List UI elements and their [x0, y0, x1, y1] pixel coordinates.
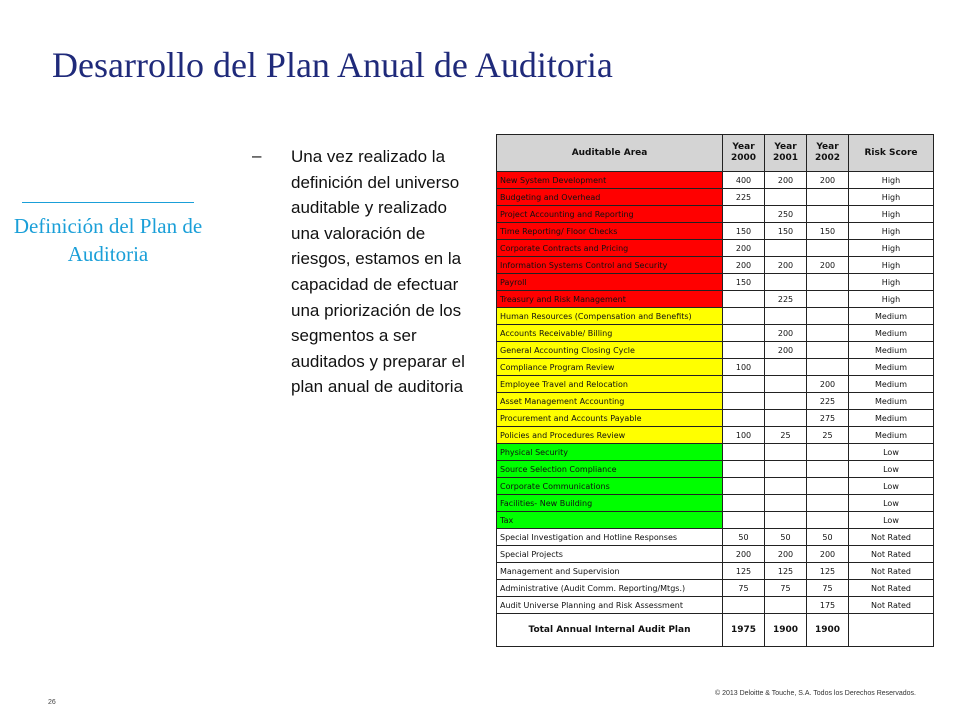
risk-score-cell: High: [849, 257, 934, 274]
table-row: [497, 274, 934, 291]
year-hours-cell: [807, 308, 849, 325]
year-hours-cell: 200: [807, 172, 849, 189]
risk-score-cell: Not Rated: [849, 529, 934, 546]
auditable-area-cell: New System Development: [497, 172, 723, 189]
year-hours-cell: [765, 512, 807, 529]
auditable-area-cell: General Accounting Closing Cycle: [497, 342, 723, 359]
year-hours-cell: 225: [723, 189, 765, 206]
year-hours-cell: [723, 342, 765, 359]
table-row: [497, 393, 934, 410]
total-hours-cell: 1975: [723, 614, 765, 647]
year-hours-cell: [765, 308, 807, 325]
risk-score-cell: Medium: [849, 325, 934, 342]
header-year-2000: Year 2000: [723, 135, 765, 172]
year-hours-cell: [723, 410, 765, 427]
bullet-marker: –: [252, 146, 262, 165]
year-hours-cell: [723, 512, 765, 529]
header-year-2002: Year 2002: [807, 135, 849, 172]
table-row: [497, 478, 934, 495]
year-hours-cell: 200: [765, 325, 807, 342]
risk-score-cell: High: [849, 206, 934, 223]
year-hours-cell: [807, 189, 849, 206]
year-hours-cell: 200: [723, 240, 765, 257]
risk-score-cell: Not Rated: [849, 546, 934, 563]
total-hours-cell: 1900: [807, 614, 849, 647]
table-header-row: [497, 135, 934, 172]
header-year-2001: Year 2001: [765, 135, 807, 172]
bullet-text: Una vez realizado la definición del universo auditable y realizado una valoración de riesgos, estamos en la capacidad de efectuar una priorización de los segmentos a ser auditados y preparar el plan anual de auditoria: [291, 147, 465, 397]
auditable-area-cell: Asset Management Accounting: [497, 393, 723, 410]
risk-score-cell: High: [849, 291, 934, 308]
year-hours-cell: [723, 597, 765, 614]
total-hours-cell: 1900: [765, 614, 807, 647]
risk-score-cell: Low: [849, 495, 934, 512]
year-hours-cell: [723, 376, 765, 393]
table-row: [497, 580, 934, 597]
risk-score-cell: Medium: [849, 359, 934, 376]
year-hours-cell: 125: [807, 563, 849, 580]
risk-score-cell: Low: [849, 478, 934, 495]
table-row: [497, 206, 934, 223]
auditable-area-cell: Corporate Contracts and Pricing: [497, 240, 723, 257]
year-hours-cell: [807, 325, 849, 342]
table-row: [497, 512, 934, 529]
year-hours-cell: [807, 478, 849, 495]
year-hours-cell: 200: [807, 257, 849, 274]
auditable-area-cell: Policies and Procedures Review: [497, 427, 723, 444]
table-row: [497, 546, 934, 563]
year-hours-cell: [807, 461, 849, 478]
year-hours-cell: 200: [807, 546, 849, 563]
year-hours-cell: [723, 461, 765, 478]
year-hours-cell: 100: [723, 359, 765, 376]
year-hours-cell: 125: [765, 563, 807, 580]
auditable-area-cell: Budgeting and Overhead: [497, 189, 723, 206]
risk-score-cell: High: [849, 189, 934, 206]
table-row: [497, 240, 934, 257]
year-hours-cell: 250: [765, 206, 807, 223]
auditable-area-cell: Project Accounting and Reporting: [497, 206, 723, 223]
year-hours-cell: 225: [765, 291, 807, 308]
table-row: [497, 376, 934, 393]
year-hours-cell: 75: [765, 580, 807, 597]
year-hours-cell: [807, 342, 849, 359]
auditable-area-cell: Employee Travel and Relocation: [497, 376, 723, 393]
table-row: [497, 495, 934, 512]
year-hours-cell: 200: [765, 546, 807, 563]
year-hours-cell: 150: [765, 223, 807, 240]
risk-score-cell: Not Rated: [849, 563, 934, 580]
auditable-area-cell: Facilities- New Building: [497, 495, 723, 512]
year-hours-cell: [765, 478, 807, 495]
auditable-area-cell: Source Selection Compliance: [497, 461, 723, 478]
auditable-area-cell: Special Investigation and Hotline Responses: [497, 529, 723, 546]
year-hours-cell: 200: [723, 546, 765, 563]
year-hours-cell: 150: [723, 274, 765, 291]
copyright-notice: © 2013 Deloitte & Touche, S.A. Todos los Derechos Reservados.: [714, 690, 916, 697]
auditable-area-cell: Audit Universe Planning and Risk Assessment: [497, 597, 723, 614]
auditable-area-cell: Management and Supervision: [497, 563, 723, 580]
table-row: [497, 529, 934, 546]
auditable-area-cell: Accounts Receivable/ Billing: [497, 325, 723, 342]
page-number: 26: [48, 699, 56, 706]
year-hours-cell: 275: [807, 410, 849, 427]
year-hours-cell: [807, 291, 849, 308]
year-hours-cell: [807, 274, 849, 291]
year-hours-cell: [807, 495, 849, 512]
year-hours-cell: 50: [723, 529, 765, 546]
auditable-area-cell: Procurement and Accounts Payable: [497, 410, 723, 427]
year-hours-cell: [723, 478, 765, 495]
table-row: [497, 410, 934, 427]
year-hours-cell: [765, 274, 807, 291]
year-hours-cell: 50: [807, 529, 849, 546]
year-hours-cell: 150: [807, 223, 849, 240]
risk-score-cell: Medium: [849, 342, 934, 359]
table-row: [497, 257, 934, 274]
year-hours-cell: [807, 240, 849, 257]
risk-score-cell: High: [849, 240, 934, 257]
auditable-area-cell: Human Resources (Compensation and Benefits): [497, 308, 723, 325]
year-hours-cell: [723, 325, 765, 342]
risk-score-cell: High: [849, 223, 934, 240]
year-hours-cell: 200: [723, 257, 765, 274]
risk-score-cell: High: [849, 172, 934, 189]
table-row: [497, 325, 934, 342]
auditable-area-cell: Administrative (Audit Comm. Reporting/Mtgs.): [497, 580, 723, 597]
year-hours-cell: 75: [723, 580, 765, 597]
year-hours-cell: [723, 206, 765, 223]
risk-score-cell: Medium: [849, 393, 934, 410]
header-auditable-area: Auditable Area: [497, 135, 723, 172]
auditable-area-cell: Special Projects: [497, 546, 723, 563]
risk-score-cell: Medium: [849, 308, 934, 325]
year-hours-cell: 100: [723, 427, 765, 444]
risk-score-cell: Not Rated: [849, 580, 934, 597]
table-row: [497, 597, 934, 614]
year-hours-cell: 50: [765, 529, 807, 546]
auditable-area-cell: Corporate Communications: [497, 478, 723, 495]
year-hours-cell: [765, 495, 807, 512]
table-row: [497, 342, 934, 359]
year-hours-cell: [807, 359, 849, 376]
year-hours-cell: [765, 597, 807, 614]
year-hours-cell: [765, 376, 807, 393]
table-row: [497, 308, 934, 325]
page-title: Desarrollo del Plan Anual de Auditoria: [52, 45, 613, 85]
year-hours-cell: [765, 240, 807, 257]
auditable-area-cell: Information Systems Control and Security: [497, 257, 723, 274]
year-hours-cell: 225: [807, 393, 849, 410]
header-risk-score: Risk Score: [849, 135, 934, 172]
year-hours-cell: 200: [765, 257, 807, 274]
year-hours-cell: [807, 444, 849, 461]
year-hours-cell: [807, 206, 849, 223]
risk-score-cell: Medium: [849, 427, 934, 444]
risk-score-cell: Not Rated: [849, 597, 934, 614]
year-hours-cell: [723, 495, 765, 512]
year-hours-cell: [765, 189, 807, 206]
auditable-area-cell: Payroll: [497, 274, 723, 291]
risk-score-cell: Low: [849, 444, 934, 461]
table-row: [497, 563, 934, 580]
total-label-cell: Total Annual Internal Audit Plan: [497, 614, 723, 647]
year-hours-cell: 175: [807, 597, 849, 614]
table-row: [497, 223, 934, 240]
year-hours-cell: 150: [723, 223, 765, 240]
table-row: [497, 427, 934, 444]
auditable-area-cell: Compliance Program Review: [497, 359, 723, 376]
auditable-area-cell: Time Reporting/ Floor Checks: [497, 223, 723, 240]
auditable-area-cell: Treasury and Risk Management: [497, 291, 723, 308]
sidebar-divider: [22, 202, 194, 203]
risk-score-cell: Low: [849, 461, 934, 478]
year-hours-cell: [807, 512, 849, 529]
year-hours-cell: 200: [765, 172, 807, 189]
year-hours-cell: [723, 291, 765, 308]
year-hours-cell: 25: [807, 427, 849, 444]
table-row: [497, 172, 934, 189]
risk-score-cell: Medium: [849, 410, 934, 427]
year-hours-cell: [765, 359, 807, 376]
sidebar-section-label: Definición del Plan de Auditoria: [13, 214, 203, 266]
risk-score-cell: Medium: [849, 376, 934, 393]
year-hours-cell: [765, 393, 807, 410]
auditable-area-cell: Tax: [497, 512, 723, 529]
year-hours-cell: 200: [765, 342, 807, 359]
year-hours-cell: [765, 461, 807, 478]
year-hours-cell: [765, 410, 807, 427]
year-hours-cell: [723, 393, 765, 410]
year-hours-cell: 75: [807, 580, 849, 597]
year-hours-cell: [765, 444, 807, 461]
year-hours-cell: 200: [807, 376, 849, 393]
year-hours-cell: 25: [765, 427, 807, 444]
table-row: [497, 189, 934, 206]
table-row: [497, 359, 934, 376]
total-risk-cell: [849, 614, 934, 647]
year-hours-cell: [723, 308, 765, 325]
table-row: [497, 444, 934, 461]
table-row: [497, 461, 934, 478]
table-row: [497, 291, 934, 308]
auditable-area-cell: Physical Security: [497, 444, 723, 461]
risk-score-cell: Low: [849, 512, 934, 529]
audit-plan-table: [496, 134, 934, 647]
table-total-row: [497, 614, 934, 647]
year-hours-cell: 400: [723, 172, 765, 189]
risk-score-cell: High: [849, 274, 934, 291]
year-hours-cell: [723, 444, 765, 461]
year-hours-cell: 125: [723, 563, 765, 580]
